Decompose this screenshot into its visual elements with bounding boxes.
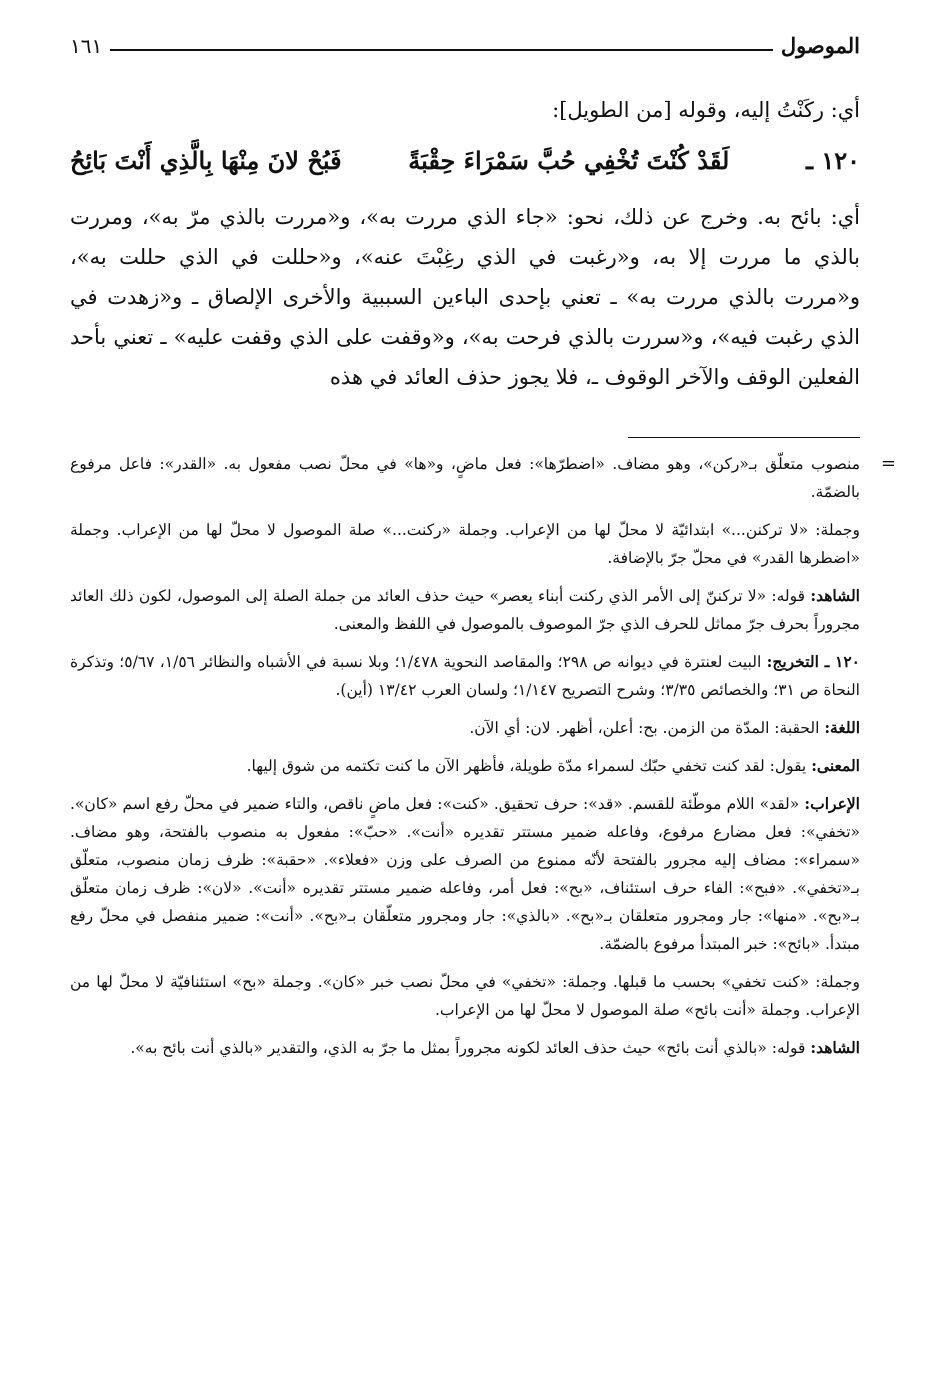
note-text: البيت لعنترة في ديوانه ص ٢٩٨؛ والمقاصد النحوية ١/٤٧٨؛ وبلا نسبة في الأشباه والنظائر ١/٥٦، ٥/٦٧؛ وتذكرة النحاة ص ٣١؛ والخصائص ٣/٣٥؛ وشرح التصريح ١/١٤٧؛ ولسان العرب ١٣/٤٢ (أين).: [70, 653, 860, 699]
verse-first-hemistich: لَقَدْ كُنْتَ تُخْفِي حُبَّ سَمْرَاءَ حِقْبَةً: [408, 146, 730, 175]
note-text: وجملة: «كنت تخفي» بحسب ما قبلها. وجملة: «تخفي» في محلّ نصب خبر «كان». وجملة «بح» استئنافيّة لا محلّ لها من الإعراب. وجملة «أنت بائح» صلة الموصول لا محلّ لها من الإعراب.: [70, 973, 860, 1019]
note-text: منصوب متعلّق بـ«ركن»، وهو مضاف. «اضطرّها»: فعل ماضٍ، و«ها» في محلّ نصب مفعول به. «القدر»: فاعل مرفوع بالضمّة.: [70, 455, 860, 501]
running-header: [70, 28, 860, 58]
note-label: ١٢٠ ـ التخريج:: [766, 652, 861, 671]
footnote-lexicon: [70, 714, 860, 742]
footnote-separator: [628, 437, 860, 438]
body-paragraph: أي: بائح به. وخرج عن ذلك، نحو: «جاء الذي مررت به»، و«مررت بالذي مرّ به»، ومررت بالذي ما مررت إلا به، و«رغبت في الذي رغِبْتَ عنه»، و«حللت في الذي حللت به»، و«مررت بالذي مررت به» ـ تعني بإحدى الباءين السببية والأخرى الإلصاق ـ و«زهدت في الذي رغبت فيه»، و«سررت بالذي فرحت به»، و«وقفت على الذي وقفت عليه» ـ تعني بأحد الفعلين الوقف والآخر الوقوف ـ، فلا يجوز حذف العائد في هذه: [70, 205, 860, 389]
note-label: الشاهد:: [810, 586, 860, 605]
footnotes: [70, 450, 896, 1062]
verse-second-hemistich: فَبُحْ لانَ مِنْهَا بِالَّذِي أَنْتَ بَائِحُ: [70, 146, 342, 175]
chapter-title: الموصول: [780, 33, 860, 58]
footnote-meaning: [70, 752, 860, 780]
note-text: «لقد» اللام موطّئة للقسم. «قد»: حرف تحقيق. «كنت»: فعل ماضٍ ناقص، والتاء ضمير في محلّ رفع اسم «كان». «تخفي»: فعل مضارع مرفوع، وفاعله ضمير مستتر تقديره «أنت». «حبّ»: مفعول به منصوب بالفتحة، وهو مضاف. «سمراء»: مضاف إليه مجرور بالفتحة لأنّه ممنوع من الصرف على وزن «فعلاء». «حقبة»: ظرف زمان منصوب، متعلّق بـ«تخفي». «فبح»: الفاء حرف استئناف، «بح»: فعل أمر، وفاعله ضمير مستتر تقديره «أنت». «لان»: ظرف زمان متعلّق بـ«بح». «منها»: جار ومجرور متعلقان بـ«بح». «بالذي»: جار ومجرور متعلّقان بـ«بح». «أنت»: ضمير منفصل في محلّ رفع مبتدأ. «بائح»: خبر المبتدأ مرفوع بالضمّة.: [70, 795, 860, 953]
note-label: الإعراب:: [804, 794, 860, 813]
note-text: الحقبة: المدّة من الزمن. بح: أعلن، أظهر. لان: أي الآن.: [469, 719, 820, 737]
footnote-sentences: [70, 516, 860, 572]
note-label: المعنى:: [811, 756, 860, 775]
verse-number: ١٢٠ ـ: [805, 146, 860, 175]
note-label: اللغة:: [824, 718, 860, 737]
note-text: يقول: لقد كنت تخفي حبّك لسمراء مدّة طويلة، فأظهر الآن ما كنت تكتمه من شوق إليها.: [246, 757, 807, 775]
footnote-sentences-2: [70, 968, 860, 1024]
note-text: قوله: «لا تركننّ إلى الأمر الذي ركنت أبناء يعصر» حيث حذف العائد من جملة الصلة إلى الموصول، لكون ذلك العائد مجروراً بحرف جرّ مماثل للحرف الذي جرّ الموصوف بالموصول في اللفظ والمعنى.: [70, 587, 860, 633]
continuation-marker: =: [880, 453, 896, 474]
poetry-verse: [70, 146, 860, 175]
note-text: قوله: «بالذي أنت بائح» حيث حذف العائد لكونه مجروراً بمثل ما جرّ به الذي، والتقدير «بالذي أنت بائح به».: [130, 1039, 806, 1057]
note-text: وجملة: «لا تركنن...» ابتدائيّة لا محلّ لها من الإعراب. وجملة «ركنت...» صلة الموصول لا محلّ لها من الإعراب. وجملة «اضطرها القدر» في محلّ جرّ بالإضافة.: [70, 521, 860, 567]
book-page: [70, 28, 896, 1072]
footnote-witness-2: [70, 1034, 860, 1062]
intro-line: أي: ركَنْتُ إليه، وقوله [من الطويل]:: [552, 98, 860, 122]
footnote-parsing: [70, 790, 860, 958]
header-rule: [110, 49, 773, 51]
main-body: [70, 197, 860, 397]
page-number: ١٦١: [70, 34, 103, 58]
footnote-witness: [70, 582, 860, 638]
footnote-sources: [70, 648, 860, 704]
footnote-continuation: [70, 450, 896, 506]
note-label: الشاهد:: [810, 1038, 860, 1057]
